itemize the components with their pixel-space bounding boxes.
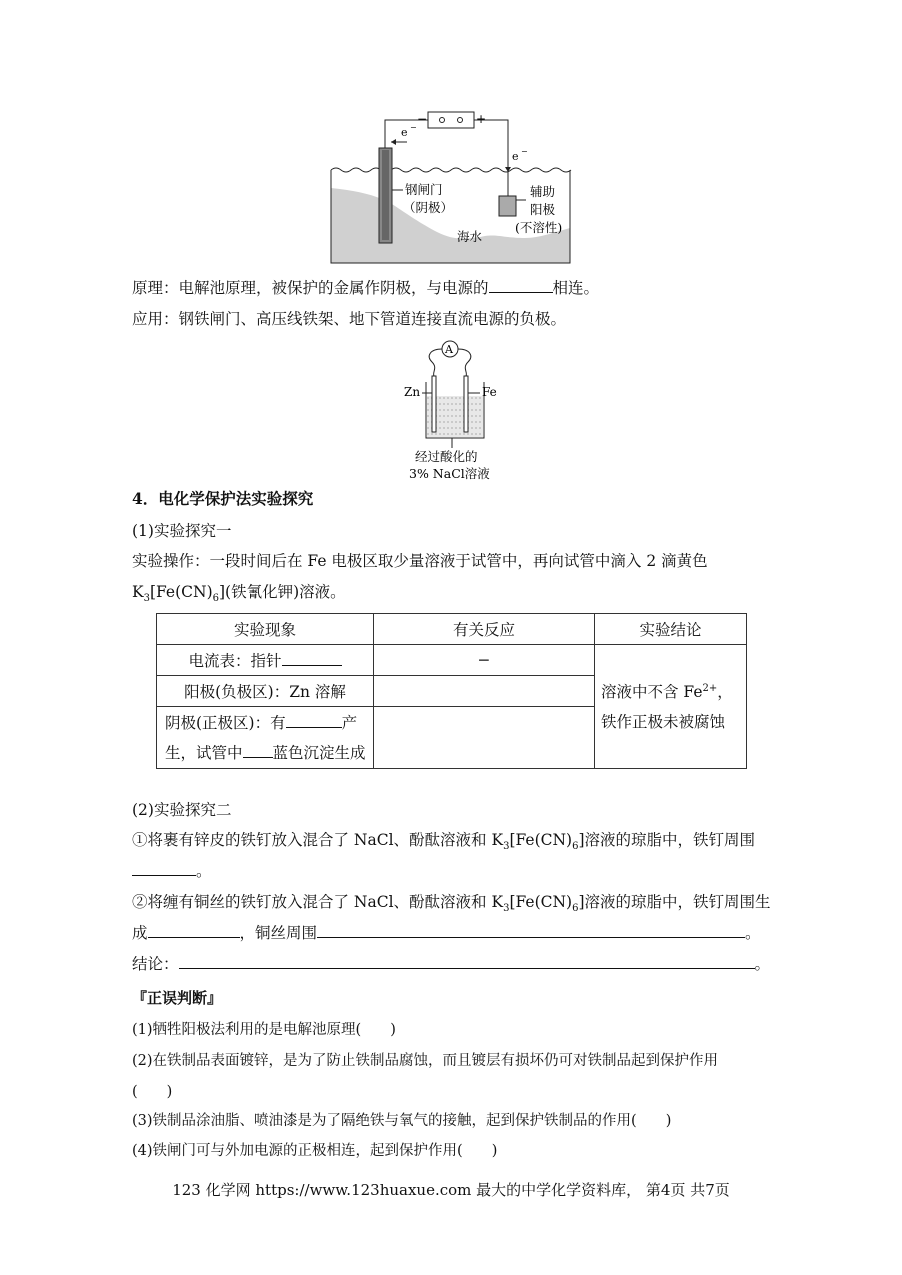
electron-label-right: e (512, 150, 519, 163)
svg-text:−: − (521, 147, 528, 156)
anode-label-2: 阳极 (530, 202, 556, 217)
page-footer: 123 化学网 https://www.123huaxue.com 最大的中学化学资料库， 第4页 共7页 (172, 1181, 730, 1199)
fe-label: Fe (482, 385, 497, 399)
judge-q3: (3)铁制品涂油脂、喷油漆是为了隔绝铁与氧气的接触，起到保护铁制品的作用( ) (132, 1113, 672, 1129)
exp2-item2: ②将缠有铜丝的铁钉放入混合了 NaCl、酚酞溶液和 $K_3[Fe(CN)_6]$溶液的琼脂中，铁钉周围生 (132, 893, 771, 915)
table-conclusion: 溶液中不含 $Fe^{2+}$， 铁作正极未被腐蚀 (595, 645, 747, 769)
table-cell: 阳极(负极区)：Zn 溶解 (157, 676, 374, 707)
judge-q2-cont: ( ) (132, 1084, 173, 1100)
exp2-item1: ①将裹有锌皮的铁钉放入混合了 NaCl、酚酞溶液和 $K_3[Fe(CN)_6]$溶液的琼脂中，铁钉周围 (132, 831, 756, 853)
experiment-table (156, 613, 747, 769)
judge-title: 『正误判断』 (132, 989, 223, 1007)
section-4-title: 4．电化学保护法实验探究 (132, 489, 314, 508)
table-cell: 阴极(正极区)：有 产 生，试管中 蓝色沉淀生成 (157, 707, 374, 769)
table-cell (374, 676, 595, 707)
principle-line: 原理：电解池原理，被保护的金属作阴极，与电源的 相连。 (132, 279, 600, 297)
electron-label-left: e (401, 126, 408, 139)
anode-label-1: 辅助 (530, 184, 556, 199)
table-cell: − (374, 645, 595, 676)
exp2-conclusion: 结论： 。 (132, 955, 771, 973)
application-line: 应用：钢铁闸门、高压线铁架、地下管道连接直流电源的负极。 (132, 310, 567, 328)
exp2-item2-line2: 成 ，铜丝周围 。 (132, 924, 761, 942)
anode-label-3: (不溶性) (515, 220, 563, 235)
judge-q4: (4)铁闸门可与外加电源的正极相连，起到保护作用( ) (132, 1143, 498, 1159)
minus-sign: − (417, 112, 428, 126)
table-header: 有关反应 (374, 614, 595, 645)
exp1-title: (1)实验探究一 (132, 522, 232, 540)
svg-text:−: − (410, 123, 417, 132)
table-header: 实验结论 (595, 614, 747, 645)
solution-caption-1: 经过酸化的 (415, 449, 478, 464)
solution-caption-2: 3% NaCl溶液 (409, 466, 490, 481)
sea-label: 海水 (457, 229, 483, 244)
zn-fe-cell-diagram (396, 338, 506, 484)
judge-q2: (2)在铁制品表面镀锌，是为了防止铁制品腐蚀，而且镀层有损坏仍可对铁制品起到保护作用 (132, 1053, 719, 1069)
table-cell (374, 707, 595, 769)
cathodic-protection-diagram (325, 108, 580, 268)
table-cell: 电流表：指针 (157, 645, 374, 676)
ammeter-label: A (445, 343, 453, 356)
plus-sign: + (476, 112, 487, 126)
gate-label: 钢闸门 (405, 182, 443, 197)
zn-label: Zn (404, 385, 421, 399)
exp1-operation-line2: $K_3[Fe(CN)_6]$(铁氰化钾)溶液。 (132, 583, 346, 605)
table-header: 实验现象 (157, 614, 374, 645)
gate-cathode-label: （阴极） (403, 200, 454, 215)
exp1-operation-line1: 实验操作：一段时间后在 Fe 电极区取少量溶液于试管中，再向试管中滴入 2 滴黄色 (132, 552, 708, 570)
exp2-item1-line2: 。 (132, 861, 212, 881)
exp2-title: (2)实验探究二 (132, 801, 232, 819)
judge-q1: (1)牺牲阳极法利用的是电解池原理( ) (132, 1022, 396, 1038)
